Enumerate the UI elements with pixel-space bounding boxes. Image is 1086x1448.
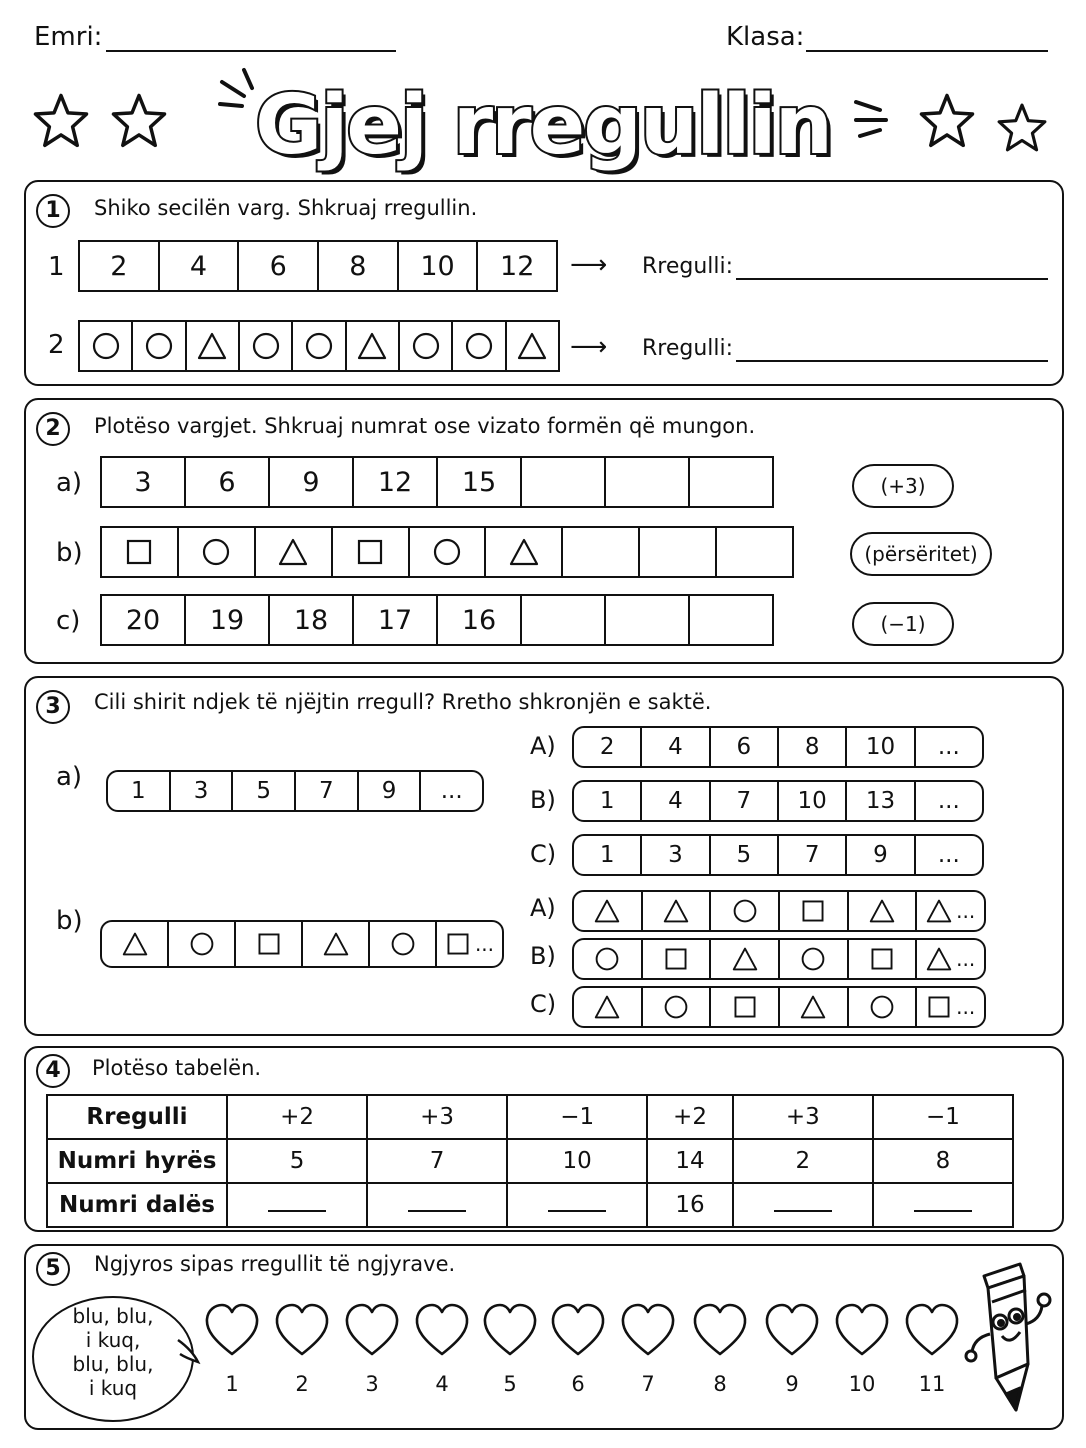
name-label: Emri: [34,22,103,52]
shape-cell [400,322,453,370]
shape-strip [100,920,504,968]
table-row [47,1139,1013,1183]
triangle-icon [663,898,689,924]
bubble-tail-icon [176,1336,202,1366]
square-icon [663,946,689,972]
shape-cell [917,940,984,978]
row-label: 1 [48,252,65,282]
hint-cloud: (përsëritet) [850,532,992,576]
heart-number: 4 [435,1372,449,1396]
ellipsis: ... [956,899,976,923]
option-letter[interactable]: B) [530,786,556,814]
number-cell: 1 [108,772,171,810]
shape-cell [102,528,179,576]
number-cell: 10 [779,782,847,820]
number-cell: 6 [239,242,319,290]
row-header: Rregulli [47,1095,227,1139]
row-label: 2 [48,330,65,360]
number-cell: 17 [354,596,438,644]
number-cell: 18 [270,596,354,644]
circle-icon [390,931,416,957]
rule-answer-line[interactable] [736,278,1048,280]
shape-cell [179,528,256,576]
option-letter[interactable]: C) [530,990,557,1018]
number-cell: ... [937,788,960,814]
shape-cell [133,322,186,370]
answer-line[interactable] [268,1192,326,1212]
speech-bubble [32,1296,194,1422]
table-row [47,1183,1013,1227]
triangle-icon [869,898,895,924]
answer-blank[interactable] [227,1183,367,1227]
shape-sequence [100,526,794,578]
hint-cloud: (−1) [852,602,954,646]
heart-icon[interactable] [482,1302,538,1358]
heart-icon[interactable] [204,1302,260,1358]
table-row [47,1095,1013,1139]
number-cell: 7 [779,836,847,874]
circle-icon [144,331,174,361]
heart-number: 5 [503,1372,517,1396]
shape-cell [574,892,643,930]
shape-cell [169,922,236,966]
shape-sequence [78,320,560,372]
number-cell: 4 [642,728,710,766]
heart-number: 1 [225,1372,239,1396]
number-cell: 7 [711,782,779,820]
heart-number: 2 [295,1372,309,1396]
shape-cell [574,940,643,978]
option-letter[interactable]: A) [530,894,556,922]
blank-cell[interactable] [522,596,606,644]
row-label: b) [56,906,83,936]
number-cell: 3 [642,836,710,874]
bubble-line: blu, blu, [72,1352,154,1376]
square-icon [256,931,282,957]
option-strip [572,938,986,980]
option-letter[interactable]: B) [530,942,556,970]
table-cell: 10 [507,1139,647,1183]
row-header: Numri hyrës [47,1139,227,1183]
number-sequence [78,240,558,292]
circle-icon [464,331,494,361]
page-title: Gjej rregullin [255,78,831,173]
table-cell: +3 [733,1095,873,1139]
circle-icon [732,898,758,924]
table-cell: +2 [647,1095,733,1139]
triangle-icon [517,331,547,361]
number-cell: 13 [847,782,915,820]
section-number: 5 [36,1252,70,1286]
number-sequence [100,594,774,646]
name-field[interactable] [106,50,396,52]
number-cell: 6 [711,728,779,766]
ellipsis: ... [956,995,976,1019]
rule-label: Rregulli: [642,336,734,361]
heart-number: 8 [713,1372,727,1396]
answer-blank[interactable] [873,1183,1013,1227]
answer-blank[interactable] [733,1183,873,1227]
table-cell: −1 [873,1095,1013,1139]
rule-label: Rregulli: [642,254,734,279]
number-cell: 9 [847,836,915,874]
answer-line[interactable] [408,1192,466,1212]
heart-icon[interactable] [344,1302,400,1358]
number-cell: 8 [779,728,847,766]
shape-cell [80,322,133,370]
answer-line[interactable] [914,1192,972,1212]
number-cell: 10 [847,728,915,766]
table-cell: 14 [647,1139,733,1183]
blank-cell[interactable] [606,458,690,506]
arrow-icon: ⟶ [570,250,608,280]
circle-icon [251,331,281,361]
option-strip [572,890,986,932]
circle-icon [432,537,462,567]
table-cell: +2 [227,1095,367,1139]
square-icon [355,537,385,567]
row-label: a) [56,762,83,792]
blank-cell[interactable] [522,458,606,506]
number-cell: 4 [642,782,710,820]
instruction: Plotëso tabelën. [92,1056,262,1080]
class-label: Klasa: [726,22,805,52]
shape-cell [574,988,643,1026]
number-cell: ... [937,842,960,868]
option-strip [572,780,984,822]
table-cell: 2 [733,1139,873,1183]
triangle-icon [122,931,148,957]
triangle-icon [594,898,620,924]
shape-cell [102,922,169,966]
shape-cell [293,322,346,370]
blank-cell[interactable] [640,528,717,576]
table-cell: +3 [367,1095,507,1139]
class-field[interactable] [806,50,1048,52]
heart-number: 3 [365,1372,379,1396]
number-cell: 16 [438,596,522,644]
bubble-line: i kuq, [85,1328,141,1352]
shape-cell [507,322,558,370]
row-header: Numri dalës [47,1183,227,1227]
heart-number: 6 [571,1372,585,1396]
instruction: Plotëso vargjet. Shkruaj numrat ose vizato formën që mungon. [94,414,756,438]
triangle-icon [197,331,227,361]
number-cell: 12 [500,250,535,282]
shape-cell [711,988,780,1026]
number-cell: 15 [438,458,522,506]
number-cell: 19 [186,596,270,644]
circle-icon [189,931,215,957]
shape-cell [849,892,918,930]
section-number: 4 [36,1054,70,1088]
table-cell: 16 [647,1183,733,1227]
shape-cell [370,922,437,966]
triangle-icon [357,331,387,361]
number-cell: ... [440,778,463,804]
triangle-icon [926,898,952,924]
number-cell: 10 [399,242,479,290]
answer-blank[interactable] [507,1183,647,1227]
number-cell: 3 [102,458,186,506]
answer-blank[interactable] [367,1183,507,1227]
square-icon [445,931,471,957]
triangle-icon [278,537,308,567]
number-cell: 6 [186,458,270,506]
row-label: b) [56,538,83,568]
heart-icon[interactable] [764,1302,820,1358]
shape-cell [917,892,984,930]
blank-cell[interactable] [690,458,772,506]
number-cell: 20 [102,596,186,644]
table-cell: 8 [873,1139,1013,1183]
shape-cell [849,988,918,1026]
triangle-icon [594,994,620,1020]
ellipsis: ... [474,932,495,956]
circle-icon [800,946,826,972]
shape-cell [187,322,240,370]
section-number: 1 [36,194,70,228]
circle-icon [304,331,334,361]
blank-cell[interactable] [563,528,640,576]
triangle-icon [926,946,952,972]
triangle-icon [800,994,826,1020]
number-cell: 1 [574,836,642,874]
circle-icon [91,331,121,361]
number-cell: 1 [574,782,642,820]
number-cell: 5 [711,836,779,874]
number-cell: 4 [160,242,240,290]
circle-icon [869,994,895,1020]
shape-cell [303,922,370,966]
hint-cloud: (+3) [852,464,954,508]
shape-cell [437,922,502,966]
circle-icon [411,331,441,361]
heart-icon[interactable] [834,1302,890,1358]
shape-cell [643,892,712,930]
number-sequence [100,456,774,508]
heart-icon[interactable] [274,1302,330,1358]
square-icon [869,946,895,972]
answer-line[interactable] [774,1192,832,1212]
shape-cell [643,940,712,978]
shape-cell [780,988,849,1026]
bubble-line: blu, blu, [72,1304,154,1328]
shape-cell [780,892,849,930]
number-cell: 9 [270,458,354,506]
heart-icon[interactable] [692,1302,748,1358]
table-cell: 7 [367,1139,507,1183]
number-cell: 7 [296,772,359,810]
heart-number: 7 [641,1372,655,1396]
instruction: Shiko secilën varg. Shkruaj rregullin. [94,196,478,220]
shape-cell [917,988,984,1026]
triangle-icon [323,931,349,957]
option-letter[interactable]: A) [530,732,556,760]
option-strip [572,834,984,876]
shape-cell [236,922,303,966]
row-label: c) [56,606,81,636]
heart-number: 10 [848,1372,876,1396]
circle-icon [594,946,620,972]
number-cell: 2 [574,728,642,766]
option-strip [572,986,986,1028]
option-letter[interactable]: C) [530,840,557,868]
number-cell: 3 [171,772,234,810]
shape-cell [486,528,563,576]
instruction: Ngjyros sipas rregullit të ngjyrave. [94,1252,456,1276]
section-number: 2 [36,412,70,446]
arrow-icon: ⟶ [570,332,608,362]
table-cell: −1 [507,1095,647,1139]
shape-cell [410,528,487,576]
heart-icon[interactable] [904,1302,960,1358]
rule-answer-line[interactable] [736,360,1048,362]
heart-icon[interactable] [414,1302,470,1358]
number-cell: 12 [354,458,438,506]
instruction: Cili shirit ndjek të njëjtin rregull? Rretho shkronjën e saktë. [94,690,712,714]
heart-number: 11 [918,1372,946,1396]
bubble-line: i kuq [88,1376,138,1400]
option-strip [572,726,984,768]
shape-cell [256,528,333,576]
circle-icon [663,994,689,1020]
number-cell: 9 [359,772,422,810]
shape-cell [711,892,780,930]
square-icon [800,898,826,924]
ellipsis: ... [956,947,976,971]
answer-line[interactable] [548,1192,606,1212]
section-number: 3 [36,690,70,724]
shape-cell [240,322,293,370]
square-icon [926,994,952,1020]
heart-icon[interactable] [550,1302,606,1358]
blank-cell[interactable] [690,596,772,644]
shape-cell [780,940,849,978]
triangle-icon [509,537,539,567]
triangle-icon [732,946,758,972]
row-label: a) [56,468,83,498]
number-cell: 8 [319,242,399,290]
number-cell: 5 [233,772,296,810]
number-strip [106,770,484,812]
square-icon [732,994,758,1020]
rule-table [46,1094,1014,1228]
shape-cell [643,988,712,1026]
shape-cell [849,940,918,978]
shape-cell [333,528,410,576]
square-icon [124,537,154,567]
circle-icon [201,537,231,567]
heart-icon[interactable] [620,1302,676,1358]
pencil-mascot-icon [962,1254,1054,1420]
number-cell: ... [937,734,960,760]
shape-cell [453,322,506,370]
blank-cell[interactable] [717,528,792,576]
blank-cell[interactable] [606,596,690,644]
shape-cell [711,940,780,978]
heart-number: 9 [785,1372,799,1396]
table-cell: 5 [227,1139,367,1183]
number-cell: 2 [80,242,160,290]
shape-cell [347,322,400,370]
